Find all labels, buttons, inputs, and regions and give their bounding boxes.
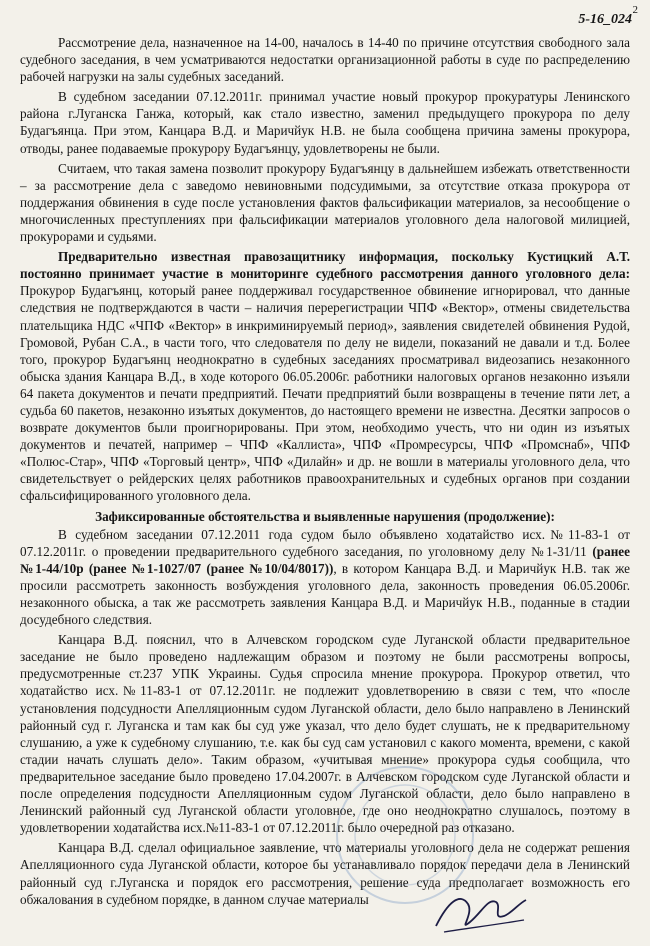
paragraph: Считаем, что такая замена позволит прокурору Будагъянцу в дальнейшем избежать ответственности – за рассмотрение дела с заведомо невиновными подсудимыми, за отсутствие отказа прокурора от поддержания обвинения в суде после установления фактов фальсификации материалов, за несообщение о многочисленных преступлениях при фальсификации материалов уголовного дела налоговой милицией, прокурорами и судьями.: [20, 160, 630, 245]
paragraph-text: , в котором Канцара В.Д. и Маричйук Н.В. так же просили рассмотреть законность возбуждения уголовного дела, законность проведения 06.05.2006г. незаконного обыска, а так же рассмотреть заявления Канцара В.Д. и Маричйук Н.В., поданные в стадии досудебного следствия.: [20, 560, 630, 628]
paragraph: Рассмотрение дела, назначенное на 14-00, началось в 14-40 по причине отсутствия свободного зала судебного заседания, в чем усматриваются недостатки организационной работы в суде по распределению рабочей нагрузки на залы судебных заседаний.: [20, 35, 630, 85]
bold-intro: Предварительно известная правозащитнику информация, поскольку Кустицкий А.Т. постоянно принимает участие в мониторинге судебного рассмотрения данного уголовного дела:: [20, 249, 630, 282]
section-heading: Зафиксированные обстоятельства и выявленные нарушения (продолжение):: [95, 508, 555, 524]
paragraph: [20, 526, 630, 629]
signature-icon: [430, 882, 530, 940]
paragraph: В судебном заседании 07.12.2011г. принимал участие новый прокурор прокуратуры Ленинского района г.Луганска Ганжа, который, как стало известно, заменил предыдущего прокурора по делу Будагъянца. При этом, Канцара В.Д. и Маричйук Н.В. не была сообщена причина замены прокурора, отводы, ранее подаваемые прокурору Будагъянцу, удовлетворены не были.: [20, 89, 630, 156]
page-number: 2: [632, 4, 638, 16]
paragraph-text: В судебном заседании 07.12.2011 года судом было объявлено ходатайство исх.№11-83-1 от 07.12.2011г. о проведении предварительного судебного заседания, по уголовному делу №1-31/11: [20, 526, 630, 559]
document-id: 5-16_024: [578, 12, 632, 27]
paragraph: [20, 248, 630, 504]
document-body: [20, 34, 630, 911]
paragraph: Канцара В.Д. сделал официальное заявление, что материалы уголовного дела не содержат решения Апелляционного суда Луганской области, которое бы устанавливало порядок передачи дела в Ленинский районный суд г.Луганска и порядок его рассмотрения, решение суда предполагает возможность его обжалования в судебном порядке, в данном случае материалы: [20, 840, 630, 907]
case-numbers: (ранее №1-44/10р (ранее №1-1027/07 (ранее №10/04/8017)): [20, 543, 630, 576]
paragraph-text: Прокурор Будагъянц, который ранее поддерживал государственное обвинение игнорировал, что данные следствия не подтверждаются в части – наличия перерегистрации ЧПФ «Вектор», отмены свидетельства плательщика НДС «ЧПФ «Вектор» в инкриминируемый период», заявления свидетелей обвинения Рудой, Громовой, Рубан С.А., в части того, что следователя по делу не видели, показаний не давали и т.д. Более того, прокурор Будагъянц неоднократно в судебных заседаниях просматривал видеозапись незаконного обыска здания Канцара В.Д., в ходе которого 06.05.2006г. работники налоговых органов незаконно изъяли 64 пакета документов и печати предприятий. Печати предприятий были возвращены в течение пяти лет, а судьба 60 пакетов, незаконно изъятых документов, до настоящего времени не известна. Десятки запросов о возврате документов были проигнорированы. При этом, необходимо учесть, что ни один из изъятых документов и печатей, например – ЧПФ «Каллиста», ЧПФ «Промресурсы, ЧПФ «Промснаб», ЧПФ «Полюс-Стар», ЧПФ «Торговый центр», ЧПФ «Дилайн» и др. не вошли в материалы уголовного дела, что свидетельствует о рейдерских целях работников правоохранительных и судебных органов при создании сфальсифицированного уголовного дела.: [20, 283, 630, 504]
paragraph: Канцара В.Д. пояснил, что в Алчевском городском суде Луганской области предварительное заседание не было проведено надлежащим образом и поэтому не были рассмотрены вопросы, предусмотренные ст.237 УПК Украины. Судья спросила мнение прокурора. Прокурор ответил, что ходатайство исх.№11-83-1 от 07.12.2011г. не подлежит удовлетворению в связи с тем, что «после установления подсудности Апелляционным судом Луганской области, дело было направлено в Ленинский районный суд г. Луганска и там как бы суд уже указал, что дело будет слушать, не к предварительному слушанию, а уже к судебному слушанию, т.е. как бы суд сам установил с какого момента, времени, с какой стадии начать слушать дело». Таким образом, «учитывая мнение» прокурора судья сообщила, что предварительное заседание было проведено 17.04.2007г. в Алчевском городском суде Луганской области и после определения подсудности Апелляционным судом Луганской области, дело было направлено в Ленинский районный суд Луганской области уголовное, где оно неоднократно слушалось, поэтому в удовлетворении ходатайства исх.№11-83-1 от 07.12.2011г. было очередной раз отказано.: [20, 632, 630, 836]
